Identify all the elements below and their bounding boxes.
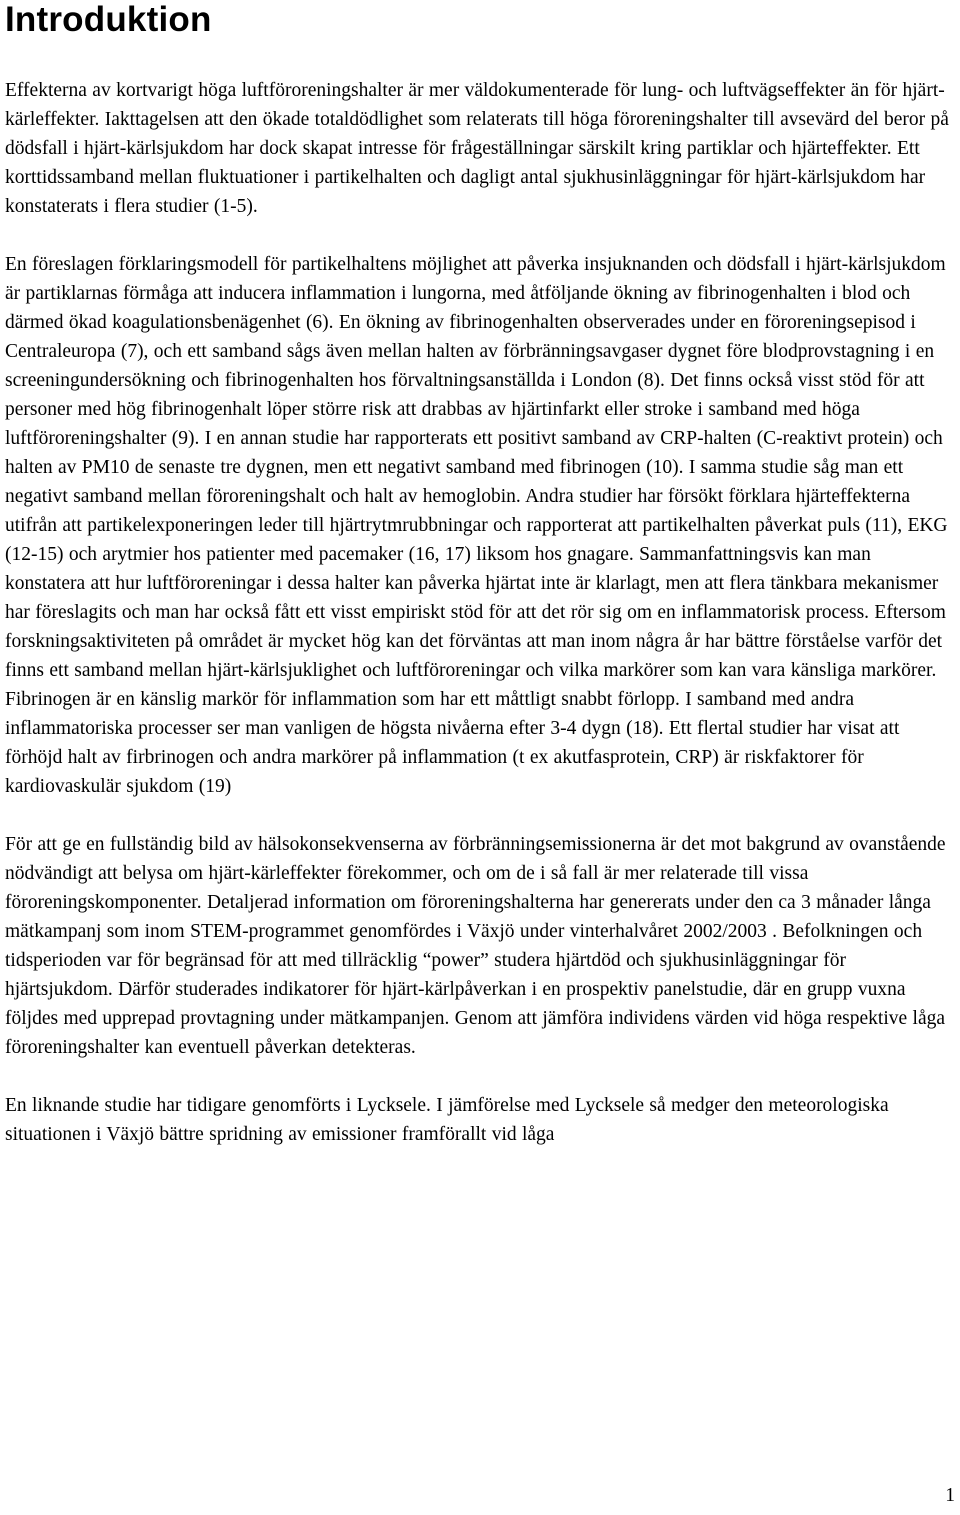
body-paragraph-2: En föreslagen förklaringsmodell för partikelhaltens möjlighet att påverka insjuknanden och dödsfall i hjärt-kärlsjukdom är partiklarnas förmåga att inducera inflammation i lungorna, med åtföljande ökning av fibrinogenhalten i blod och därmed ökad koagulationsbenägenhet (6). En ökning av fibrinogenhalten observerades under en föroreningsepisod i Centraleuropa (7), och ett samband sågs även mellan halten av förbränningsavgaser dygnet före blodprovstagning i en screeningundersökning och fibrinogenhalten hos förvaltningsanställda i London (8). Det finns också visst stöd för att personer med hög fibrinogenhalt löper större risk att drabbas av hjärtinfarkt eller stroke i samband med höga luftföroreningshalter (9). I en annan studie har rapporterats ett positivt samband av CRP-halten (C-reaktivt protein) och halten av PM10 de senaste tre dygnen, men ett negativt samband med fibrinogen (10). I samma studie såg man ett negativt samband mellan föroreningshalt och halt av hemoglobin. Andra studier har försökt förklara hjärteffekterna utifrån att partikelexponeringen leder till hjärtrytmrubbningar och rapporterat att partikelhalten påverkat puls (11), EKG (12-15) och arytmier hos patienter med pacemaker (16, 17) liksom hos gnagare. Sammanfattningsvis kan man konstatera att hur luftföroreningar i dessa halter kan påverka hjärtat inte är klarlagt, men att flera tänkbara mekanismer har föreslagits och man har också fått ett visst empiriskt stöd för att det rör sig om en inflammatorisk process. Eftersom forskningsaktiviteten på området är mycket hög kan det förväntas att man inom några år har bättre förståelse varför det finns ett samband mellan hjärt-kärlsjuklighet och luftföroreningar och vilka markörer som kan vara känsliga markörer. Fibrinogen är en känslig markör för inflammation som har ett måttligt snabbt förlopp. I samband med andra inflammatoriska processer ser man vanligen de högsta nivåerna efter 3-4 dygn (18). Ett flertal studier har visat att förhöjd halt av firbrinogen och andra markörer på inflammation (t ex akutfasprotein, CRP) är riskfaktorer för kardiovaskulär sjukdom (19): [5, 254, 948, 797]
section-heading: Introduktion: [5, 0, 212, 39]
document-page: [5, 0, 955, 1149]
body-paragraph-1: Effekterna av kortvarigt höga luftföroreningshalter är mer väldokumenterade för lung- och luftvägseffekter än för hjärt-kärleffekter. Iakttagelsen att den ökade totaldödlighet som relaterats till höga föroreningshalter till avsevärd del beror på dödsfall i hjärt-kärlsjukdom har dock skapat intresse för frågeställningar särskilt kring partiklar och hjärteffekter. Ett korttidssamband mellan fluktuationer i partikelhalten och dagligt antal sjukhusinläggningar för hjärt-kärlsjukdom har konstaterats i flera studier (1-5).: [5, 80, 949, 217]
body-paragraph-4: En liknande studie har tidigare genomförts i Lycksele. I jämförelse med Lycksele så medger den meteorologiska situationen i Växjö bättre spridning av emissioner framförallt vid låga: [5, 1095, 889, 1145]
page-number: 1: [945, 1485, 955, 1506]
body-paragraph-3: För att ge en fullständig bild av hälsokonsekvenserna av förbränningsemissionerna är det mot bakgrund av ovanstående nödvändigt att belysa om hjärt-kärleffekter förekommer, och om de i så fall är mer relaterade till vissa föroreningskomponenter. Detaljerad information om föroreningshalterna har genererats under den ca 3 månader långa mätkampanj som inom STEM-programmet genomfördes i Växjö under vinterhalvåret 2002/2003 . Befolkningen och tidsperioden var för begränsad för att med tillräcklig “power” studera hjärtdöd och sjukhusinläggningar för hjärtsjukdom. Därför studerades indikatorer för hjärt-kärlpåverkan i en prospektiv panelstudie, där en grupp vuxna följdes med upprepad provtagning under mätkampanjen. Genom att jämföra individens värden vid höga respektive låga föroreningshalter kan eventuell påverkan detekteras.: [5, 834, 946, 1058]
